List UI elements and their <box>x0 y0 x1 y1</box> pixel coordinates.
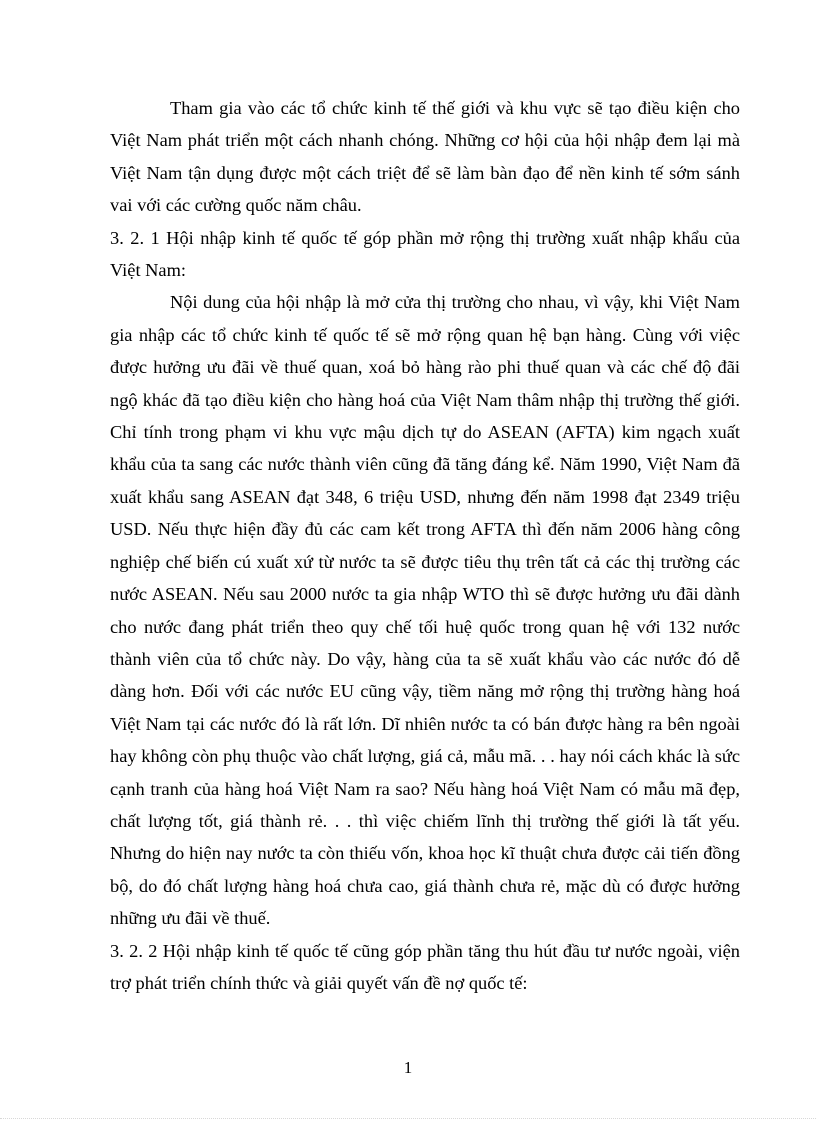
page-body <box>110 92 740 999</box>
export-market-paragraph: Nội dung của hội nhập là mở cửa thị trường cho nhau, vì vậy, khi Việt Nam gia nhập các tổ chức kinh tế quốc tế sẽ mở rộng quan hệ bạn hàng. Cùng với việc được hưởng ưu đãi về thuế quan, xoá bỏ hàng rào phi thuế quan và các chế độ đãi ngộ khác đã tạo điều kiện cho hàng hoá của Việt Nam thâm nhập thị trường thế giới. Chỉ tính trong phạm vi khu vực mậu dịch tự do ASEAN (AFTA) kim ngạch xuất khẩu của ta sang các nước thành viên cũng đã tăng đáng kể. Năm 1990, Việt Nam đã xuất khẩu sang ASEAN đạt 348, 6 triệu USD, nhưng đến năm 1998 đạt 2349 triệu USD. Nếu thực hiện đầy đủ các cam kết trong AFTA thì đến năm 2006 hàng công nghiệp chế biến cú xuất xứ từ nước ta sẽ được tiêu thụ trên tất cả các thị trường các nước ASEAN. Nếu sau 2000 nước ta gia nhập WTO thì sẽ được hưởng ưu đãi dành cho nước đang phát triển theo quy chế tối huệ quốc trong quan hệ với 132 nước thành viên của tổ chức này. Do vậy, hàng của ta sẽ xuất khẩu vào các nước đó dễ dàng hơn. Đối với các nước EU cũng vậy, tiềm năng mở rộng thị trường hàng hoá Việt Nam tại các nước đó là rất lớn. Dĩ nhiên nước ta có bán được hàng ra bên ngoài hay không còn phụ thuộc vào chất lượng, giá cả, mẫu mã. . . hay nói cách khác là sức cạnh tranh của hàng hoá Việt Nam ra sao? Nếu hàng hoá Việt Nam có mẫu mã đẹp, chất lượng tốt, giá thành rẻ. . . thì việc chiếm lĩnh thị trường thế giới là tất yếu. Nhưng do hiện nay nước ta còn thiếu vốn, khoa học kĩ thuật chưa được cải tiến đồng bộ, do đó chất lượng hàng hoá chưa cao, giá thành chưa rẻ, mặc dù có được hưởng những ưu đãi về thuế. <box>110 292 740 929</box>
section-heading-3-2-1: 3. 2. 1 Hội nhập kinh tế quốc tế góp phần mở rộng thị trường xuất nhập khẩu của Việt Nam: <box>110 227 740 281</box>
page-number: 1 <box>403 1058 413 1077</box>
page-bottom-divider <box>0 1118 816 1119</box>
section-heading-3-2-2: 3. 2. 2 Hội nhập kinh tế quốc tế cũng góp phần tăng thu hút đầu tư nước ngoài, viện trợ phát triển chính thức và giải quyết vấn đề nợ quốc tế: <box>110 940 740 993</box>
intro-paragraph: Tham gia vào các tổ chức kinh tế thế giới và khu vực sẽ tạo điều kiện cho Việt Nam phát triển một cách nhanh chóng. Những cơ hội của hội nhập đem lại mà Việt Nam tận dụng được một cách triệt để sẽ làm bàn đạo để nền kinh tế sớm sánh vai với các cường quốc năm châu. <box>110 98 740 216</box>
